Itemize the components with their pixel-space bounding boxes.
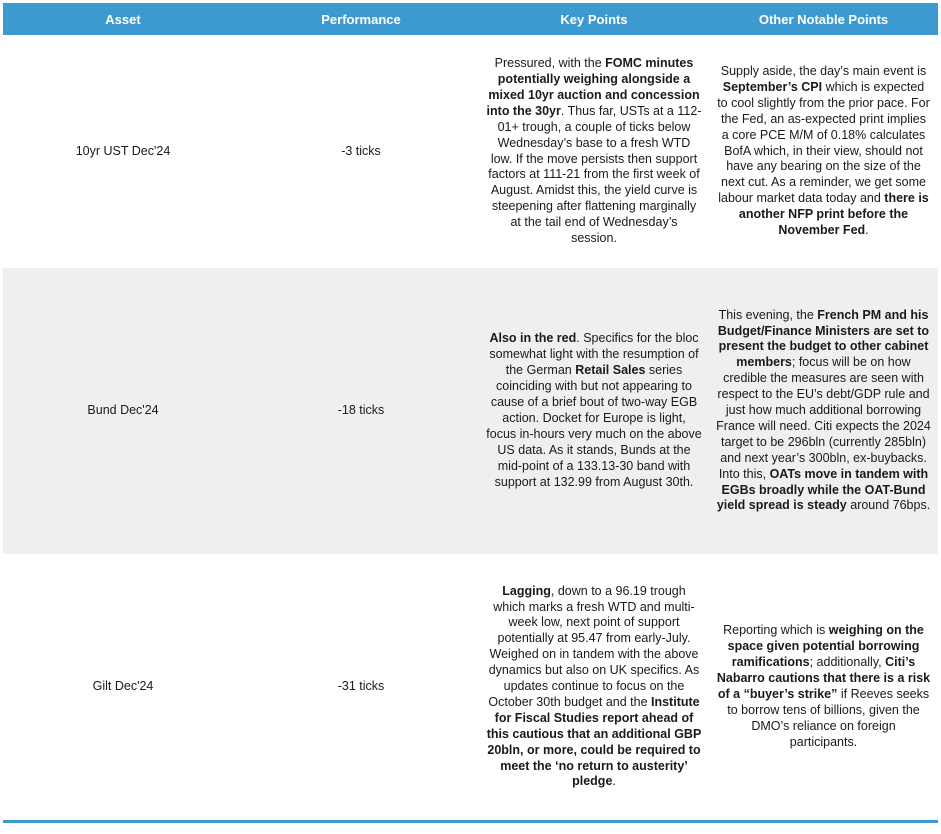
- emphasis-text: Lagging: [502, 583, 551, 598]
- other-notable-points-cell: Supply aside, the day’s main event is September’s CPI which is expected to cool slightly from the prior pace. For the Fed, an as-expected print implies a core PCE M/M of 0.18% calculates BofA which, in their view, should not have any bearing on the size of the next cut. As a reminder, we get some labour market data today and there is another NFP print before the November Fed.: [717, 64, 930, 238]
- fixed-income-table: [3, 3, 938, 820]
- asset-cell: 10yr UST Dec'24: [75, 143, 171, 158]
- table-row: [3, 554, 938, 820]
- emphasis-text: OATs move in tandem with EGBs broadly while the OAT-Bund yield spread is steady: [716, 466, 929, 513]
- other-notable-points-cell: Reporting which is weighing on the space given potential borrowing ramifications; additionally, Citi’s Nabarro cautions that there is a risk of a “buyer’s strike” if Reeves seeks to borrow tens of billions, given the DMO’s reliance on foreign participants.: [716, 623, 931, 749]
- header-row: [3, 3, 938, 35]
- header-asset: Asset: [105, 11, 141, 27]
- key-points-cell: Pressured, with the FOMC minutes potentially weighing alongside a mixed 10yr auction and concession into the 30yr. Thus far, USTs at a 112-01+ trough, a couple of ticks below Wednesday’s base to a fresh WTD low. If the move persists then support factors at 111-21 from the first week of August. Amidst this, the yield curve is steepening after flattening marginally at the tail end of Wednesday’s session.: [486, 56, 702, 246]
- emphasis-text: September’s CPI: [722, 79, 823, 94]
- table-header: [3, 3, 938, 35]
- emphasis-text: Also in the red: [489, 331, 577, 346]
- emphasis-text: FOMC minutes potentially weighing alongside a mixed 10yr auction and concession into the 30yr: [486, 56, 700, 118]
- emphasis-text: Citi’s Nabarro cautions that there is a risk of a “buyer’s strike”: [716, 655, 931, 701]
- other-notable-points-cell: This evening, the French PM and his Budget/Finance Ministers are set to present the budget to other cabinet members; focus will be on how credible the measures are seen with respect to the EU’s debt/GDP rule and just how much additional borrowing France will need. Citi expects the 2024 target to be 296bln (currently 285bln) and next year’s 300bln, ex-buybacks. Into this, OATs move in tandem with EGBs broadly while the OAT-Bund yield spread is steady around 76bps.: [716, 307, 931, 513]
- bottom-rule-divider: [3, 820, 938, 823]
- table-row: [3, 35, 938, 268]
- asset-cell: Bund Dec'24: [87, 403, 159, 418]
- header-key-points: Key Points: [560, 11, 628, 27]
- emphasis-text: Institute for Fiscal Studies report ahead of this cautious that an additional GBP 20bln, or more, could be required to meet the ‘no return to austerity’ pledge: [486, 694, 702, 789]
- header-other-notable-points: Other Notable Points: [758, 11, 889, 27]
- performance-cell: -31 ticks: [337, 679, 385, 694]
- header-performance: Performance: [321, 11, 401, 27]
- performance-cell: -3 ticks: [341, 143, 381, 158]
- key-points-cell: Also in the red. Specifics for the bloc somewhat light with the resumption of the German Retail Sales series coinciding with but not appearing to cause of a brief bout of two-way EGB action. Docket for Europe is light, focus in-hours very much on the above US data. As it stands, Bunds at the mid-point of a 133.13-30 band with support at 132.99 from August 30th.: [486, 331, 702, 489]
- emphasis-text: French PM and his Budget/Finance Ministers are set to present the budget to other cabinet members: [717, 307, 930, 370]
- emphasis-text: Retail Sales: [575, 363, 646, 378]
- key-points-cell: Lagging, down to a 96.19 trough which marks a fresh WTD and multi-week low, next point of support potentially at 95.47 from early-July. Weighed on in tandem with the above dynamics but also on UK specifics. As updates continue to focus on the October 30th budget and the Institute for Fiscal Studies report ahead of this cautious that an additional GBP 20bln, or more, could be required to meet the ‘no return to austerity’ pledge.: [486, 583, 702, 789]
- table-row: [3, 268, 938, 554]
- performance-cell: -18 ticks: [337, 403, 385, 418]
- table-body: [3, 35, 938, 820]
- emphasis-text: there is another NFP print before the November Fed: [738, 191, 929, 238]
- emphasis-text: weighing on the space given potential borrowing ramifications: [727, 623, 924, 670]
- asset-cell: Gilt Dec'24: [92, 679, 154, 694]
